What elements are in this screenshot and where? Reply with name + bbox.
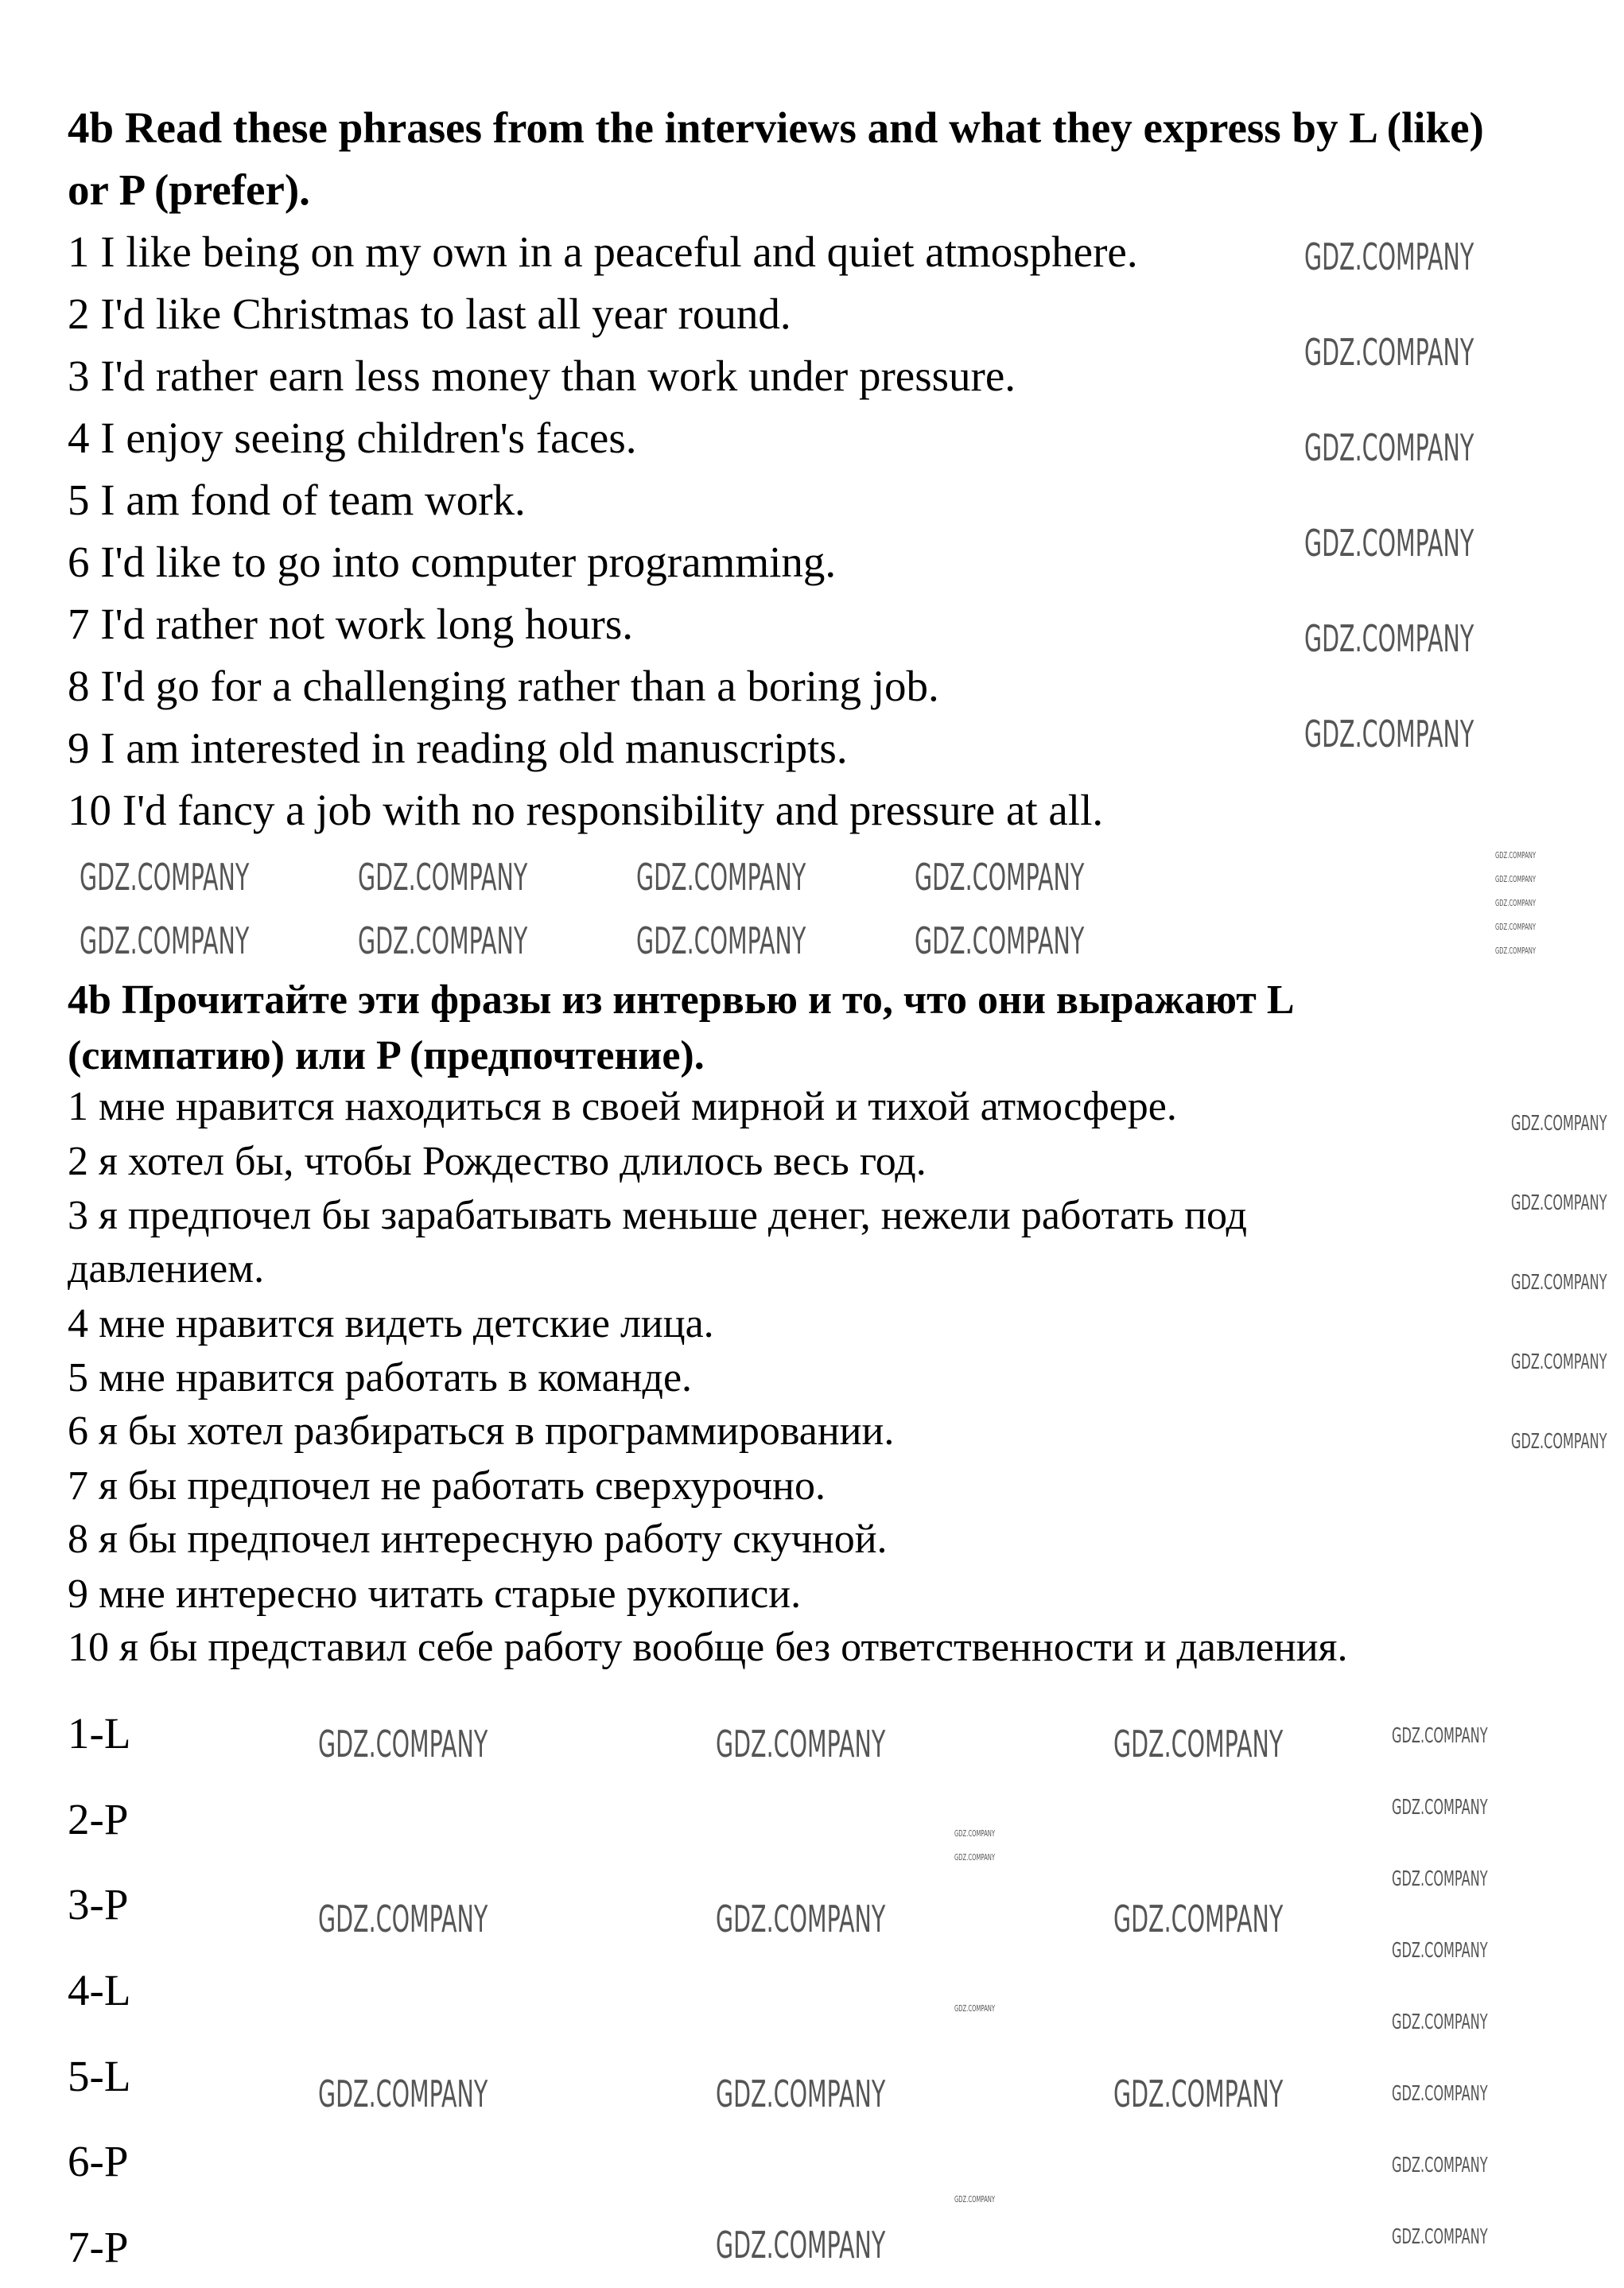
watermark: GDZ.COMPANY [1304, 331, 1474, 374]
watermark: GDZ.COMPANY [1304, 522, 1474, 565]
english-heading-line1: 4b Read these phrases from the interviews and what they express by L (like) [68, 103, 1484, 152]
watermark: GDZ.COMPANY [318, 2072, 488, 2115]
russian-heading-line2: (симпатию) или P (предпочтение). [68, 1033, 705, 1078]
watermark: GDZ.COMPANY [318, 1723, 488, 1766]
watermark: GDZ.COMPANY [80, 919, 250, 962]
russian-item: 9 мне интересно читать старые рукописи. [68, 1571, 802, 1617]
russian-item: давлением. [68, 1246, 265, 1292]
english-heading-line2: or P (prefer). [68, 165, 310, 214]
russian-heading-line1: 4b Прочитайте эти фразы из интервью и то, что они выражают L [68, 977, 1295, 1023]
russian-item: 7 я бы предпочел не работать сверхурочно. [68, 1463, 826, 1509]
answer-item: 6-P [68, 2137, 129, 2185]
watermark: GDZ.COMPANY [1392, 1939, 1488, 1963]
watermark: GDZ.COMPANY [716, 1723, 886, 1766]
watermark: GDZ.COMPANY [1113, 1723, 1284, 1766]
watermark: GDZ.COMPANY [1392, 2154, 1488, 2177]
watermark: GDZ.COMPANY [358, 919, 528, 962]
english-item: 2 I'd like Christmas to last all year round. [68, 289, 791, 338]
english-item: 5 I am fond of team work. [68, 476, 526, 524]
watermark: GDZ.COMPANY [1304, 235, 1474, 278]
answer-item: 1-L [68, 1709, 131, 1758]
russian-item: 6 я бы хотел разбираться в программировании. [68, 1408, 895, 1454]
watermark: GDZ.COMPANY [80, 856, 250, 899]
answer-item: 4-L [68, 1966, 131, 2014]
watermark: GDZ.COMPANY [915, 856, 1085, 899]
watermark: GDZ.COMPANY [1495, 922, 1537, 932]
watermark: GDZ.COMPANY [1113, 2072, 1284, 2115]
watermark: GDZ.COMPANY [1495, 898, 1537, 908]
watermark: GDZ.COMPANY [716, 2224, 886, 2267]
watermark: GDZ.COMPANY [1511, 1112, 1607, 1136]
watermark: GDZ.COMPANY [358, 856, 528, 899]
english-item: 8 I'd go for a challenging rather than a boring job. [68, 662, 939, 710]
watermark: GDZ.COMPANY [1392, 2082, 1488, 2106]
watermark: GDZ.COMPANY [1511, 1271, 1607, 1295]
watermark: GDZ.COMPANY [1392, 1724, 1488, 1748]
watermark: GDZ.COMPANY [1392, 2225, 1488, 2249]
watermark: GDZ.COMPANY [1304, 713, 1474, 756]
watermark: GDZ.COMPANY [954, 2194, 996, 2204]
watermark: GDZ.COMPANY [318, 1898, 488, 1940]
english-item: 10 I'd fancy a job with no responsibility and pressure at all. [68, 786, 1104, 834]
answer-item: 7-P [68, 2223, 129, 2271]
english-item: 1 I like being on my own in a peaceful and quiet atmosphere. [68, 227, 1138, 276]
english-item: 7 I'd rather not work long hours. [68, 600, 634, 648]
russian-item: 4 мне нравится видеть детские лица. [68, 1301, 714, 1346]
watermark: GDZ.COMPANY [954, 1852, 996, 1863]
watermark: GDZ.COMPANY [1392, 1796, 1488, 1820]
english-item: 4 I enjoy seeing children's faces. [68, 414, 637, 462]
russian-item: 1 мне нравится находиться в своей мирной и тихой атмосфере. [68, 1084, 1177, 1129]
watermark: GDZ.COMPANY [954, 1828, 996, 1839]
watermark: GDZ.COMPANY [1392, 2010, 1488, 2034]
watermark: GDZ.COMPANY [1511, 1191, 1607, 1215]
watermark: GDZ.COMPANY [1511, 1350, 1607, 1374]
watermark: GDZ.COMPANY [636, 856, 806, 899]
watermark: GDZ.COMPANY [1304, 617, 1474, 660]
watermark: GDZ.COMPANY [954, 2003, 996, 2014]
answer-item: 3-P [68, 1880, 129, 1929]
russian-item: 5 мне нравится работать в команде. [68, 1355, 693, 1400]
watermark: GDZ.COMPANY [1495, 874, 1537, 884]
watermark: GDZ.COMPANY [716, 2072, 886, 2115]
answer-item: 2-P [68, 1795, 129, 1843]
watermark: GDZ.COMPANY [1495, 850, 1537, 860]
watermark: GDZ.COMPANY [1304, 426, 1474, 469]
english-item: 3 I'd rather earn less money than work under pressure. [68, 352, 1016, 400]
english-item: 6 I'd like to go into computer programming. [68, 538, 837, 586]
russian-item: 10 я бы представил себе работу вообще без ответственности и давления. [68, 1625, 1348, 1670]
watermark: GDZ.COMPANY [716, 1898, 886, 1940]
answer-item: 5-L [68, 2052, 131, 2100]
english-item: 9 I am interested in reading old manuscripts. [68, 724, 848, 772]
watermark: GDZ.COMPANY [1511, 1430, 1607, 1454]
russian-item: 2 я хотел бы, чтобы Рождество длилось весь год. [68, 1139, 927, 1184]
watermark: GDZ.COMPANY [636, 919, 806, 962]
watermark: GDZ.COMPANY [915, 919, 1085, 962]
watermark: GDZ.COMPANY [1495, 946, 1537, 956]
watermark: GDZ.COMPANY [1113, 1898, 1284, 1940]
russian-item: 8 я бы предпочел интересную работу скучной. [68, 1517, 888, 1562]
russian-item: 3 я предпочел бы зарабатывать меньше денег, нежели работать под [68, 1193, 1247, 1238]
watermark: GDZ.COMPANY [1392, 1867, 1488, 1891]
